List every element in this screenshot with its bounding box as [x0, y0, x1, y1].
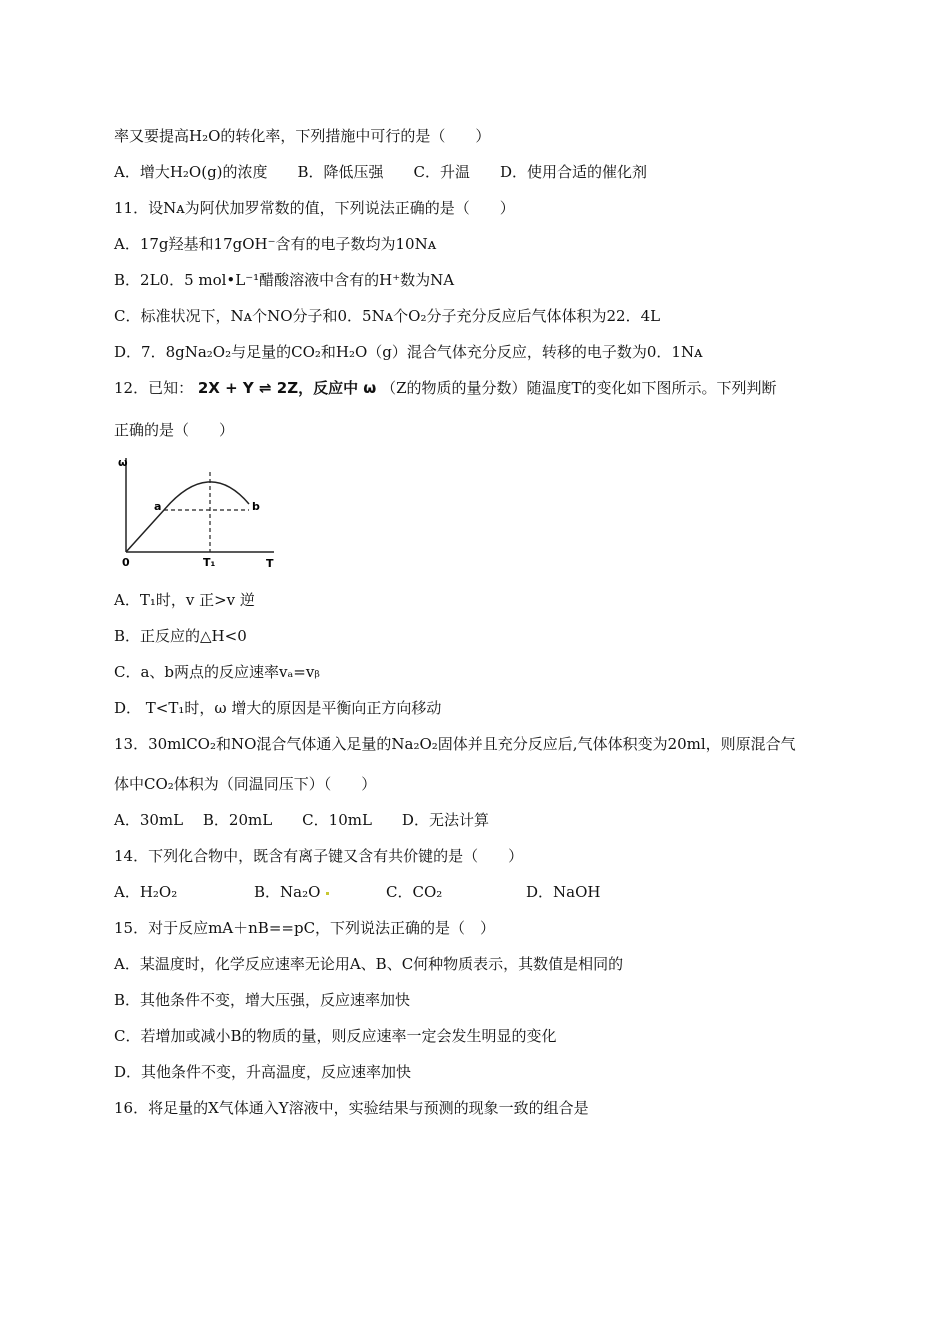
question-15: 15．对于反应mA＋nB==pC，下列说法正确的是（ ） — [114, 919, 496, 937]
question-11-option-c: C．标准状况下，Nᴀ个NO分子和0．5Nᴀ个O₂分子充分反应后气体体积为22．4L — [114, 307, 661, 325]
question-14-option-c: C．CO₂ — [386, 883, 443, 901]
question-13-options: A．30mL B．20mL C．10mL D．无法计算 — [114, 811, 489, 829]
question-14-options — [114, 882, 600, 902]
highlight-mark — [326, 892, 329, 895]
equation-image: 2X + Y ⇌ 2Z，反应中 ω — [197, 379, 377, 397]
question-15-option-a: A．某温度时，化学反应速率无论用A、B、C何种物质表示，其数值是相同的 — [114, 955, 624, 973]
question-14: 14．下列化合物中，既含有离子键又含有共价键的是（ ） — [114, 847, 524, 865]
question-12-continuation: 正确的是（ ） — [114, 421, 235, 439]
question-11-option-d: D．7．8gNa₂O₂与足量的CO₂和H₂O（g）混合气体充分反应，转移的电子数为0．1Nᴀ — [114, 343, 703, 361]
question-12-option-c: C．a、b两点的反应速率vₐ=vᵦ — [114, 663, 320, 681]
x-axis-label: T — [266, 557, 274, 570]
y-axis-label: ω — [118, 456, 128, 469]
question-12-prefix: 12．已知： — [114, 379, 194, 397]
question-12-suffix: （Z的物质的量分数）随温度T的变化如下图所示。下列判断 — [381, 379, 777, 397]
question-16: 16．将足量的X气体通入Y溶液中，实验结果与预测的现象一致的组合是 — [114, 1099, 589, 1117]
question-12-option-d: D． T<T₁时，ω 增大的原因是平衡向正方向移动 — [114, 699, 442, 717]
question-10-options: A．增大H₂O(g)的浓度 B．降低压强 C．升温 D．使用合适的催化剂 — [114, 163, 648, 181]
question-12-option-a: A．T₁时，v 正>v 逆 — [114, 591, 255, 609]
question-10-continuation: 率又要提高H₂O的转化率，下列措施中可行的是（ ） — [114, 127, 491, 145]
question-11-option-a: A．17g羟基和17gOH⁻含有的电子数均为10Nᴀ — [114, 235, 437, 253]
question-14-option-a: A．H₂O₂ — [114, 883, 178, 901]
question-11-option-b: B．2L0．5 mol•L⁻¹醋酸溶液中含有的H⁺数为NA — [114, 271, 455, 289]
question-15-option-d: D．其他条件不变，升高温度，反应速率加快 — [114, 1063, 412, 1081]
question-15-option-c: C．若增加或减小B的物质的量，则反应速率一定会发生明显的变化 — [114, 1027, 557, 1045]
question-14-option-b: B．Na₂O — [254, 883, 321, 901]
point-b-label: b — [252, 500, 260, 513]
question-11: 11．设Nᴀ为阿伏加罗常数的值，下列说法正确的是（ ） — [114, 199, 515, 217]
t1-tick-label: T₁ — [203, 556, 216, 569]
question-13: 13．30mlCO₂和NO混合气体通入足量的Na₂O₂固体并且充分反应后,气体体积变为20ml，则原混合气 — [114, 735, 796, 753]
point-a-label: a — [154, 500, 162, 513]
question-15-option-b: B．其他条件不变，增大压强，反应速率加快 — [114, 991, 411, 1009]
question-12-option-b: B．正反应的△H<0 — [114, 627, 247, 645]
question-13-continuation: 体中CO₂体积为（同温同压下）（ ） — [114, 775, 377, 793]
origin-label: 0 — [122, 556, 130, 569]
question-14-option-d: D．NaOH — [526, 883, 601, 901]
question-12 — [114, 378, 777, 398]
omega-temperature-graph — [114, 452, 284, 572]
question-14-option-b-wrap — [254, 882, 386, 902]
